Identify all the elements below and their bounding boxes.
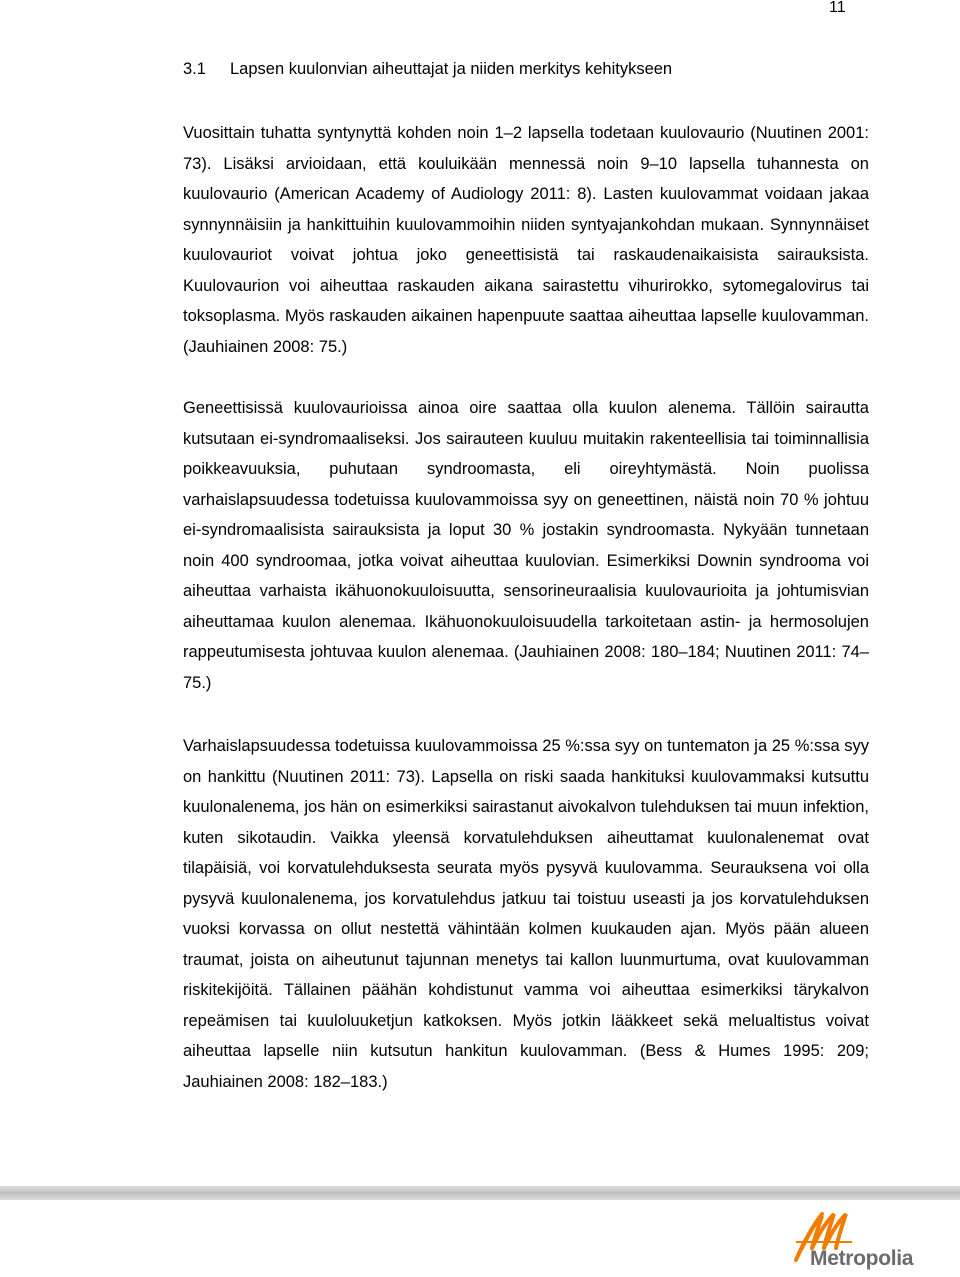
paragraph-2: Geneettisissä kuulovaurioissa ainoa oire saattaa olla kuulon alenema. Tällöin sairautta kutsutaan ei-syndromaaliseksi. Jos sairauteen kuuluu muitakin rakenteellisia tai toiminnallisia poikkeavuuksia, puhutaan syndroomasta, eli oireyhtymästä. Noin puolissa varhaislapsuudessa todetuissa kuulovammoissa syy on geneettinen, näistä noin 70 % johtuu ei-syndromaalisista sairauksista ja loput 30 % jostakin syndroomasta. Nykyään tunnetaan noin 400 syndroomaa, jotka voivat aiheuttaa kuulovian. Esimerkiksi Downin syndrooma voi aiheuttaa varhaista ikähuonokuuloisuutta, sensorineuraalisia kuulovaurioita ja johtumisvian aiheuttamaa kuulon alenemaa. Ikähuonokuuloisuudella tarkoitetaan astin- ja hermosolujen rappeutumisesta johtuvaa kuulon alenemaa. (Jauhiainen 2008: 180–184; Nuutinen 2011: 74–75.) bbox=[183, 399, 869, 692]
logo-wordmark: Metropolia bbox=[810, 1247, 914, 1270]
footer-divider bbox=[0, 1186, 960, 1200]
page-number: 11 bbox=[829, 0, 846, 16]
paragraph-3: Varhaislapsuudessa todetuissa kuulovammoissa 25 %:ssa syy on tuntematon ja 25 %:ssa syy on hankittu (Nuutinen 2011: 73). Lapsella on riski saada hankituksi kuulovammaksi kutsuttu kuulonalenema, jos hän on esimerkiksi sairastanut aivokalvon tulehduksen tai muun infektion, kuten sikotaudin. Vaikka yleensä korvatulehduksen aiheuttamat kuulonalenemat ovat tilapäisiä, voi korvatulehduksesta seurata myös pysyvä kuulovamma. Seurauksena voi olla pysyvä kuulonalenema, jos korvatulehdus jatkuu tai toistuu useasti ja jos korvatulehduksen vuoksi korvassa on ollut nestettä vähintään kolmen kuukauden ajan. Myös pään alueen traumat, joista on aiheutunut tajunnan menetys tai kallon luunmurtuma, ovat kuulovamman riskitekijöitä. Tällainen päähän kohdistunut vamma voi aiheuttaa esimerkiksi tärykalvon repeämisen tai kuuloluuketjun katkoksen. Myös jotkin lääkkeet sekä melualtistus voivat aiheuttaa lapselle niin kutsutun hankitun kuulovamman. (Bess & Humes 1995: 209; Jauhiainen 2008: 182–183.) bbox=[183, 737, 869, 1091]
section-heading bbox=[183, 58, 880, 80]
section-number: 3.1 bbox=[183, 60, 206, 78]
paragraph-1: Vuosittain tuhatta syntynyttä kohden noin 1–2 lapsella todetaan kuulovaurio (Nuutinen 2001: 73). Lisäksi arvioidaan, että kouluikään mennessä noin 9–10 lapsella tuhannesta on kuulovaurio (American Academy of Audiology 2011: 8). Lasten kuulovammat voidaan jakaa synnynnäisiin ja hankittuihin kuulovammoihin niiden syntyajankohdan mukaan. Synnynnäiset kuulovauriot voivat johtua joko geneettisistä tai raskaudenaikaisista sairauksista. Kuulovaurion voi aiheuttaa raskauden aikana sairastettu vihurirokko, sytomegalovirus tai toksoplasma. Myös raskauden aikainen hapenpuute saattaa aiheuttaa lapselle kuulovamman. (Jauhiainen 2008: 75.) bbox=[183, 124, 869, 356]
section-title: Lapsen kuulonvian aiheuttajat ja niiden merkitys kehitykseen bbox=[230, 60, 673, 78]
